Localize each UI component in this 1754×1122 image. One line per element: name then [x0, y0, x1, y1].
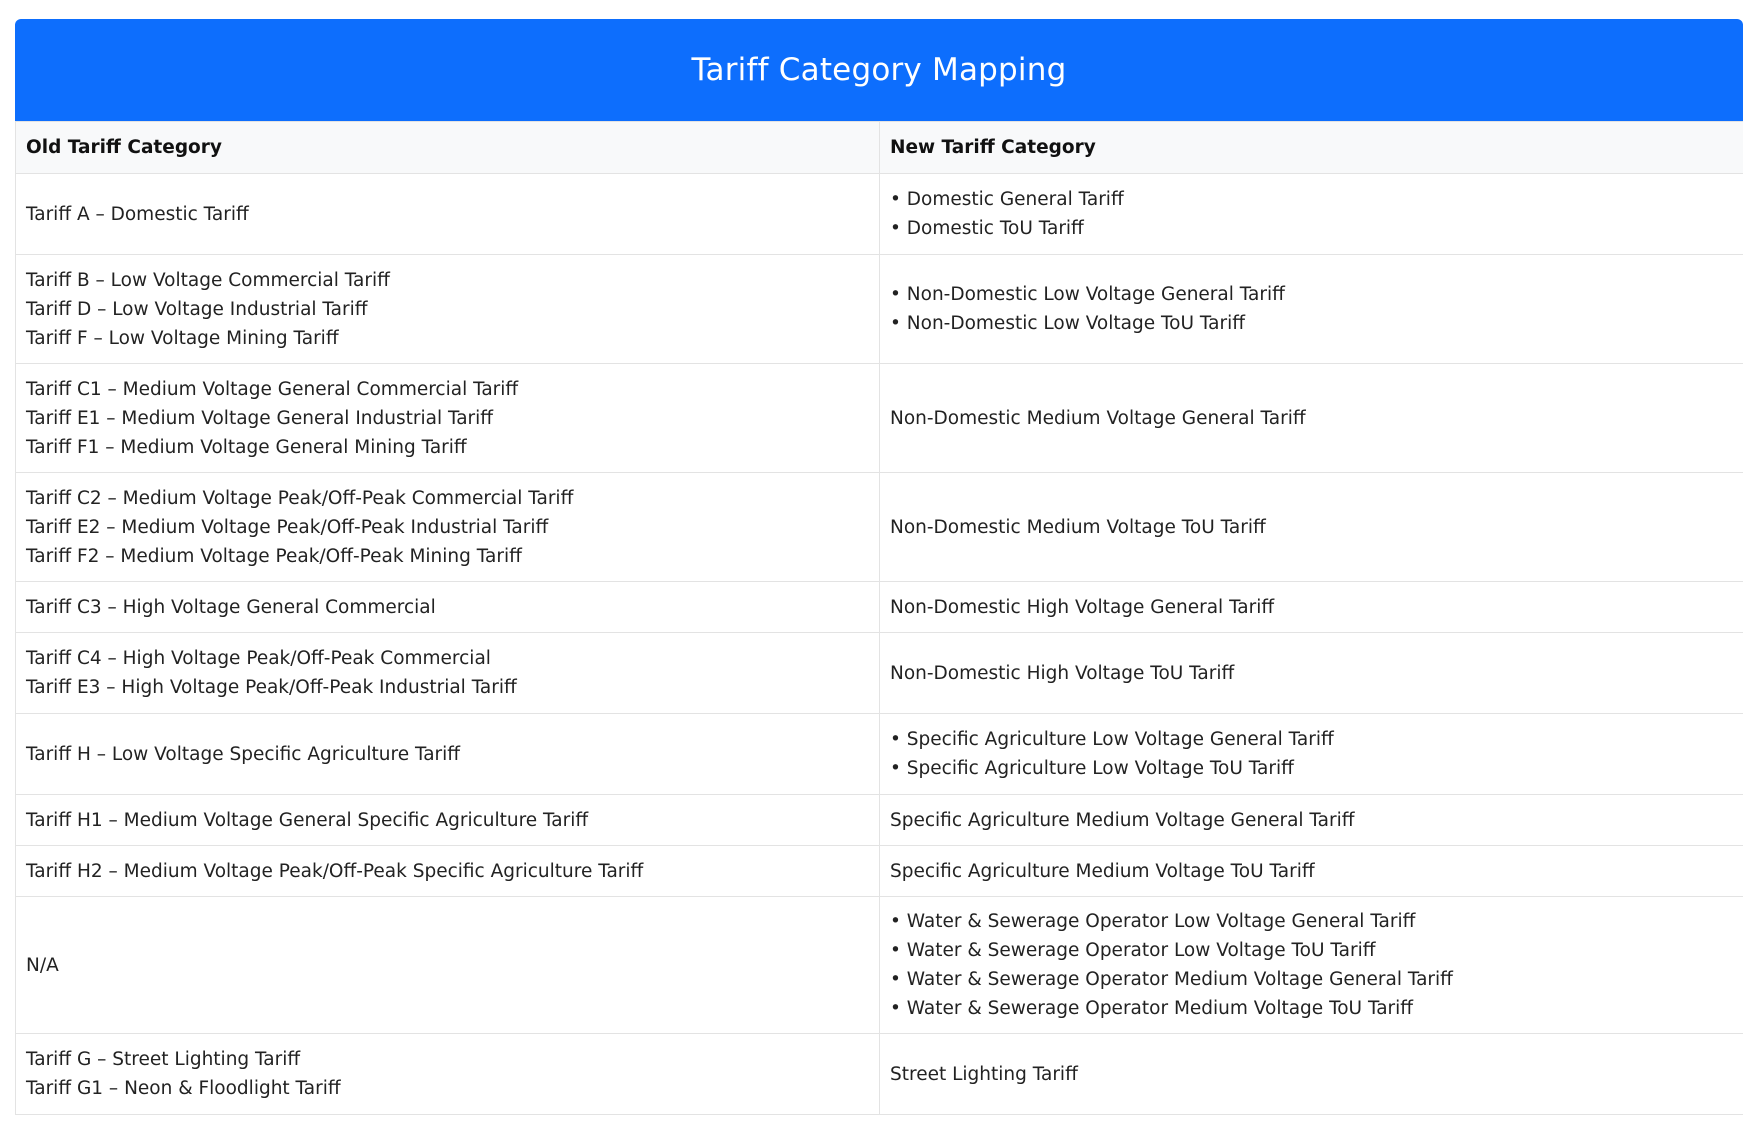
new-category-line: • Water & Sewerage Operator Medium Voltage General Tariff — [890, 969, 1453, 990]
old-category-line: Tariff C3 – High Voltage General Commercial — [26, 596, 436, 618]
old-category-line: Tariff B – Low Voltage Commercial Tariff — [26, 269, 390, 291]
old-category-line: Tariff G – Street Lighting Tariff — [26, 1049, 301, 1070]
table-row — [16, 255, 1744, 364]
new-category-line: • Water & Sewerage Operator Low Voltage ToU Tariff — [890, 940, 1376, 961]
table-row — [16, 582, 1744, 633]
new-category-line: • Water & Sewerage Operator Medium Voltage ToU Tariff — [890, 998, 1414, 1019]
old-category-line: Tariff C1 – Medium Voltage General Commercial Tariff — [26, 378, 519, 400]
new-category-line: Specific Agriculture Medium Voltage General Tariff — [890, 809, 1355, 831]
new-category-line: Street Lighting Tariff — [890, 1063, 1078, 1085]
table-row — [16, 1034, 1744, 1115]
new-category-line: Non-Domestic Medium Voltage ToU Tariff — [890, 516, 1266, 538]
table-row — [16, 633, 1744, 714]
new-category-line: Non-Domestic High Voltage ToU Tariff — [890, 662, 1235, 684]
old-category-cell — [16, 795, 880, 846]
column-header-old: Old Tariff Category — [16, 122, 880, 174]
old-category-cell — [16, 633, 880, 714]
table-row — [16, 795, 1744, 846]
old-category-line: Tariff C4 – High Voltage Peak/Off-Peak Commercial — [26, 648, 491, 669]
old-category-line: Tariff F – Low Voltage Mining Tariff — [26, 327, 339, 349]
old-category-cell — [16, 174, 880, 255]
new-category-cell — [880, 897, 1744, 1034]
old-category-cell — [16, 714, 880, 795]
old-category-line: Tariff E1 – Medium Voltage General Industrial Tariff — [26, 407, 494, 429]
old-category-line: Tariff H1 – Medium Voltage General Specific Agriculture Tariff — [26, 809, 589, 831]
table-body — [16, 174, 1744, 1115]
old-category-line: Tariff F1 – Medium Voltage General Mining Tariff — [26, 436, 467, 458]
old-category-cell — [16, 473, 880, 582]
old-category-line: Tariff E3 – High Voltage Peak/Off-Peak Industrial Tariff — [26, 677, 517, 698]
old-category-cell — [16, 255, 880, 364]
table-row — [16, 846, 1744, 897]
new-category-line: • Specific Agriculture Low Voltage General Tariff — [890, 729, 1334, 750]
old-category-cell — [16, 846, 880, 897]
new-category-line: Specific Agriculture Medium Voltage ToU Tariff — [890, 860, 1315, 882]
old-category-line: Tariff A – Domestic Tariff — [26, 203, 249, 225]
tariff-card — [15, 19, 1743, 1115]
table-row — [16, 714, 1744, 795]
new-category-cell — [880, 255, 1744, 364]
new-category-cell — [880, 1034, 1744, 1115]
new-category-line: Non-Domestic Medium Voltage General Tariff — [890, 407, 1306, 429]
column-header-new: New Tariff Category — [880, 122, 1744, 174]
table-row — [16, 897, 1744, 1034]
old-category-line: Tariff E2 – Medium Voltage Peak/Off-Peak Industrial Tariff — [26, 516, 549, 538]
new-category-line: • Non-Domestic Low Voltage General Tariff — [890, 284, 1285, 305]
new-category-cell — [880, 364, 1744, 473]
old-category-line: Tariff C2 – Medium Voltage Peak/Off-Peak Commercial Tariff — [26, 487, 574, 509]
new-category-line: • Domestic General Tariff — [890, 189, 1124, 210]
old-category-cell — [16, 1034, 880, 1115]
new-category-line: • Non-Domestic Low Voltage ToU Tariff — [890, 313, 1245, 334]
new-category-cell — [880, 473, 1744, 582]
old-category-cell — [16, 897, 880, 1034]
table-row — [16, 473, 1744, 582]
old-category-line: Tariff D – Low Voltage Industrial Tariff — [26, 298, 368, 320]
table-row — [16, 364, 1744, 473]
tariff-mapping-table — [15, 121, 1743, 1115]
new-category-line: • Water & Sewerage Operator Low Voltage General Tariff — [890, 911, 1416, 932]
new-category-cell — [880, 633, 1744, 714]
old-category-line: Tariff G1 – Neon & Floodlight Tariff — [26, 1078, 341, 1099]
old-category-cell — [16, 582, 880, 633]
table-header-row — [16, 122, 1744, 174]
table-row — [16, 174, 1744, 255]
old-category-line: Tariff F2 – Medium Voltage Peak/Off-Peak Mining Tariff — [26, 545, 522, 567]
new-category-cell — [880, 795, 1744, 846]
new-category-cell — [880, 846, 1744, 897]
new-category-line: Non-Domestic High Voltage General Tariff — [890, 596, 1275, 618]
new-category-cell — [880, 714, 1744, 795]
page-title: Tariff Category Mapping — [15, 19, 1743, 121]
new-category-cell — [880, 582, 1744, 633]
old-category-line: Tariff H2 – Medium Voltage Peak/Off-Peak Specific Agriculture Tariff — [26, 860, 644, 882]
new-category-line: • Domestic ToU Tariff — [890, 218, 1084, 239]
old-category-cell — [16, 364, 880, 473]
old-category-line: N/A — [26, 954, 59, 976]
old-category-line: Tariff H – Low Voltage Specific Agriculture Tariff — [26, 743, 461, 765]
new-category-cell — [880, 174, 1744, 255]
new-category-line: • Specific Agriculture Low Voltage ToU Tariff — [890, 758, 1294, 779]
